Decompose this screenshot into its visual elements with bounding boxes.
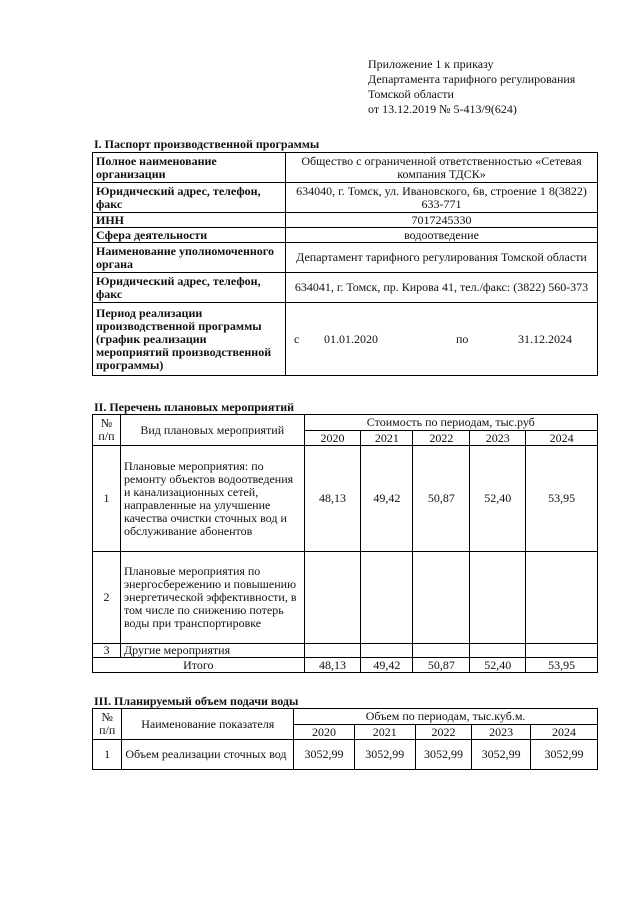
passport-label: Наименование уполномоченного органа [93,243,286,273]
row-value: 3052,99 [415,740,472,770]
row-value: 3052,99 [472,740,531,770]
passport-value: 7017245330 [286,213,598,228]
total-value: 48,13 [304,658,361,673]
appendix-line-4: от 13.12.2019 № 5-413/9(624) [368,102,517,116]
row-value: 53,95 [526,446,598,552]
row-value: 49,42 [361,446,413,552]
row-value [361,644,413,658]
row-value: 48,13 [304,446,361,552]
row-value [526,644,598,658]
year-header: 2024 [530,725,597,740]
passport-label: ИНН [93,213,286,228]
row-num: 2 [93,552,121,644]
appendix-line-2: Департамента тарифного регулирования [368,72,576,86]
row-value [413,644,470,658]
row-value [470,552,526,644]
period-value [286,303,598,376]
passport-row [93,183,598,213]
passport-label: Сфера деятельности [93,228,286,243]
appendix-header [368,57,575,117]
year-header: 2022 [415,725,472,740]
period-to-word: по [456,332,469,346]
passport-row [93,153,598,183]
row-name: Другие мероприятия [120,644,304,658]
row-value [304,644,361,658]
row-value: 3052,99 [354,740,415,770]
row-num: 3 [93,644,121,658]
row-value [526,552,598,644]
year-header: 2021 [361,431,413,446]
period-from-word: с [294,332,300,346]
col-num-header: № п/п [93,709,122,740]
volume-header-row [93,709,598,725]
year-header: 2021 [354,725,415,740]
period-from-date: 01.01.2020 [324,332,378,346]
volume-table [92,708,598,770]
col-name-header: Наименование показателя [122,709,294,740]
table-row [93,446,598,552]
total-value: 52,40 [470,658,526,673]
col-name-header: Вид плановых мероприятий [120,415,304,446]
col-num-header: № п/п [93,415,121,446]
year-header: 2022 [413,431,470,446]
total-value: 49,42 [361,658,413,673]
total-row [93,658,598,673]
row-value: 3052,99 [294,740,355,770]
period-label: Период реализации производственной программы (график реализации мероприятий производственной программы) [93,303,286,376]
passport-row [93,228,598,243]
col-cost-header: Стоимость по периодам, тыс.руб [304,415,597,431]
year-header: 2020 [304,431,361,446]
passport-value: водоотведение [286,228,598,243]
passport-value: 634041, г. Томск, пр. Кирова 41, тел./факс: (3822) 560-373 [286,273,598,303]
row-value: 50,87 [413,446,470,552]
total-value: 53,95 [526,658,598,673]
passport-label: Юридический адрес, телефон, факс [93,273,286,303]
row-name: Плановые мероприятия по энергосбережению и повышению энергетической эффективности, в том числе по снижению потерь воды при транспортировке [120,552,304,644]
table-row [93,552,598,644]
section-1-title: I. Паспорт производственной программы [94,137,320,151]
passport-row [93,273,598,303]
passport-label: Юридический адрес, телефон, факс [93,183,286,213]
passport-value: 634040, г. Томск, ул. Ивановского, 6в, строение 1 8(3822) 633-771 [286,183,598,213]
period-row [93,303,598,376]
row-name: Объем реализации сточных вод [122,740,294,770]
total-value: 50,87 [413,658,470,673]
appendix-line-1: Приложение 1 к приказу [368,57,494,71]
year-header: 2020 [294,725,355,740]
row-num: 1 [93,446,121,552]
passport-table [92,152,598,376]
row-value [304,552,361,644]
passport-label: Полное наименование организации [93,153,286,183]
measures-header-row [93,415,598,431]
row-value [413,552,470,644]
row-value [361,552,413,644]
appendix-line-3: Томской области [368,87,454,101]
passport-value: Департамент тарифного регулирования Томской области [286,243,598,273]
row-value [470,644,526,658]
row-value: 52,40 [470,446,526,552]
table-row [93,740,598,770]
period-to-date: 31.12.2024 [518,332,572,346]
table-row [93,644,598,658]
year-header: 2024 [526,431,598,446]
row-num: 1 [93,740,122,770]
year-header: 2023 [472,725,531,740]
total-label: Итого [93,658,305,673]
passport-value: Общество с ограниченной ответственностью «Сетевая компания ТДСК» [286,153,598,183]
section-2-title: II. Перечень плановых мероприятий [94,400,295,414]
passport-row [93,243,598,273]
measures-table [92,414,598,673]
col-volume-header: Объем по периодам, тыс.куб.м. [294,709,598,725]
row-value: 3052,99 [530,740,597,770]
row-name: Плановые мероприятия: по ремонту объектов водоотведения и канализационных сетей, направленные на улучшение качества очистки сточных вод и обслуживание абонентов [120,446,304,552]
year-header: 2023 [470,431,526,446]
passport-row [93,213,598,228]
section-3-title: III. Планируемый объем подачи воды [94,694,299,708]
